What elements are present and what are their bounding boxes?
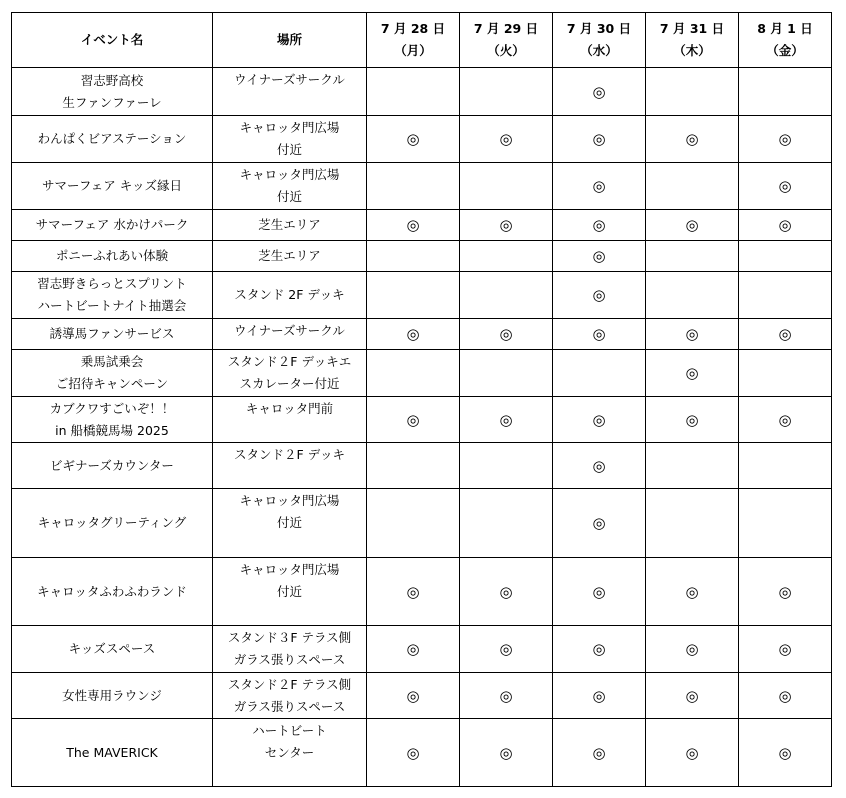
place-cell	[213, 319, 367, 350]
event-name-line: 習志野きらっとスプリント	[37, 276, 187, 291]
held-mark: ◎	[406, 130, 420, 148]
day-cell	[646, 719, 739, 787]
held-mark: ◎	[592, 456, 606, 475]
place-line: センター	[264, 745, 315, 760]
place-line: スタンド２F テラス側	[227, 677, 352, 692]
place-cell	[213, 210, 367, 241]
day-cell	[553, 673, 646, 719]
table-row	[12, 489, 832, 558]
day-cell	[367, 272, 460, 319]
day-cell	[367, 241, 460, 272]
place-line: キャロッタ門前	[245, 401, 334, 416]
table-row	[12, 397, 832, 443]
day-cell	[460, 68, 553, 116]
event-name-cell	[12, 397, 213, 443]
held-mark: ◎	[778, 686, 792, 705]
table-row	[12, 558, 832, 626]
held-mark: ◎	[778, 216, 792, 234]
place-line: スカレーター付近	[239, 376, 340, 391]
held-mark: ◎	[406, 216, 420, 234]
held-mark: ◎	[592, 410, 606, 429]
table-row	[12, 116, 832, 163]
place-line: スタンド３F テラス側	[227, 630, 352, 645]
held-mark: ◎	[778, 743, 792, 762]
place-line: 芝生エリア	[258, 217, 321, 232]
day-cell	[460, 626, 553, 673]
place-cell	[213, 719, 367, 787]
held-mark: ◎	[499, 640, 513, 658]
table-row	[12, 626, 832, 673]
day-cell	[460, 272, 553, 319]
day-cell	[553, 68, 646, 116]
event-name-line: 女性専用ラウンジ	[62, 687, 162, 703]
place-line: ガラス張りスペース	[233, 699, 346, 714]
held-mark: ◎	[592, 177, 606, 195]
day-cell	[553, 319, 646, 350]
held-mark: ◎	[685, 582, 699, 601]
day-cell	[460, 673, 553, 719]
day-cell	[367, 558, 460, 626]
place-cell	[213, 626, 367, 673]
day-cell	[460, 397, 553, 443]
held-mark: ◎	[499, 130, 513, 148]
event-name-cell	[12, 350, 213, 397]
header-day-date: 7 月 31 日	[659, 21, 725, 36]
held-mark: ◎	[685, 410, 699, 429]
day-cell	[646, 350, 739, 397]
day-cell	[739, 558, 832, 626]
header-day-weekday: （月）	[394, 43, 432, 58]
held-mark: ◎	[778, 177, 792, 195]
place-line: キャロッタ門広場	[239, 493, 340, 508]
day-cell	[739, 272, 832, 319]
place-line: スタンド２F デッキ	[234, 447, 345, 462]
event-name-line: ご招待キャンペーン	[55, 376, 169, 391]
day-cell	[367, 163, 460, 210]
place-line: ウイナーズサークル	[234, 72, 345, 87]
day-cell	[739, 210, 832, 241]
held-mark: ◎	[592, 640, 606, 658]
held-mark: ◎	[685, 686, 699, 705]
place-cell	[213, 116, 367, 163]
header-day-date: 7 月 28 日	[380, 21, 446, 36]
table-row	[12, 319, 832, 350]
day-cell	[646, 397, 739, 443]
day-cell	[646, 163, 739, 210]
header-day-4	[646, 13, 739, 68]
day-cell	[460, 210, 553, 241]
place-cell	[213, 443, 367, 489]
place-cell	[213, 163, 367, 210]
held-mark: ◎	[778, 410, 792, 429]
day-cell	[367, 68, 460, 116]
event-name-cell	[12, 443, 213, 489]
event-name-cell	[12, 673, 213, 719]
held-mark: ◎	[685, 216, 699, 234]
header-day-date: 7 月 30 日	[566, 21, 632, 36]
place-cell	[213, 272, 367, 319]
day-cell	[646, 210, 739, 241]
event-name-line: The MAVERICK	[66, 744, 158, 760]
header-event-name: イベント名	[12, 13, 213, 68]
held-mark: ◎	[499, 410, 513, 429]
table-row	[12, 68, 832, 116]
held-mark: ◎	[685, 325, 699, 343]
table-row	[12, 163, 832, 210]
day-cell	[460, 558, 553, 626]
day-cell	[739, 673, 832, 719]
place-line: キャロッタ門広場	[239, 562, 340, 577]
event-name-line: 生ファンファーレ	[62, 94, 162, 110]
day-cell	[739, 489, 832, 558]
day-cell	[646, 489, 739, 558]
day-cell	[553, 163, 646, 210]
event-name-line: in 船橋競馬場 2025	[55, 422, 169, 438]
day-cell	[646, 116, 739, 163]
place-cell	[213, 350, 367, 397]
event-schedule-table	[11, 12, 832, 787]
table-row	[12, 719, 832, 787]
event-name-line: ポニーふれあい体験	[55, 248, 169, 263]
day-cell	[553, 558, 646, 626]
held-mark: ◎	[778, 640, 792, 658]
event-name-cell	[12, 241, 213, 272]
day-cell	[646, 68, 739, 116]
held-mark: ◎	[685, 364, 699, 382]
event-name-line: ハートビートナイト抽選会	[37, 298, 187, 313]
header-day-1	[367, 13, 460, 68]
held-mark: ◎	[499, 216, 513, 234]
held-mark: ◎	[406, 640, 420, 658]
event-name-cell	[12, 272, 213, 319]
header-day-weekday: （水）	[580, 43, 618, 58]
day-cell	[646, 319, 739, 350]
header-day-weekday: （木）	[673, 43, 711, 58]
day-cell	[739, 163, 832, 210]
event-name-cell	[12, 558, 213, 626]
event-name-cell	[12, 626, 213, 673]
day-cell	[553, 272, 646, 319]
place-line: 付近	[276, 584, 302, 599]
table-row	[12, 272, 832, 319]
day-cell	[739, 116, 832, 163]
day-cell	[553, 350, 646, 397]
event-name-cell	[12, 719, 213, 787]
day-cell	[739, 68, 832, 116]
held-mark: ◎	[592, 686, 606, 705]
day-cell	[367, 489, 460, 558]
day-cell	[367, 673, 460, 719]
day-cell	[553, 443, 646, 489]
day-cell	[739, 397, 832, 443]
place-cell	[213, 673, 367, 719]
place-line: ハートビート	[252, 723, 327, 738]
held-mark: ◎	[499, 325, 513, 343]
held-mark: ◎	[592, 286, 606, 304]
event-name-cell	[12, 68, 213, 116]
held-mark: ◎	[592, 325, 606, 343]
held-mark: ◎	[499, 743, 513, 762]
table-row	[12, 443, 832, 489]
held-mark: ◎	[685, 130, 699, 148]
header-day-3	[553, 13, 646, 68]
event-name-cell	[12, 116, 213, 163]
place-line: 付近	[276, 142, 302, 157]
place-line: スタンド２F デッキエ	[227, 354, 352, 369]
header-place: 場所	[213, 13, 367, 68]
table-row	[12, 241, 832, 272]
event-name-cell	[12, 319, 213, 350]
table-row	[12, 673, 832, 719]
day-cell	[553, 489, 646, 558]
header-day-2	[460, 13, 553, 68]
held-mark: ◎	[778, 582, 792, 601]
event-name-line: わんぱくビアステーション	[37, 131, 187, 146]
held-mark: ◎	[406, 325, 420, 343]
header-day-weekday: （火）	[487, 43, 525, 58]
held-mark: ◎	[406, 686, 420, 705]
held-mark: ◎	[406, 410, 420, 429]
place-line: 付近	[276, 515, 302, 530]
event-name-line: キャロッタふわふわランド	[37, 583, 187, 599]
event-name-line: キャロッタグリーティング	[37, 515, 187, 530]
day-cell	[646, 272, 739, 319]
day-cell	[739, 626, 832, 673]
schedule-body	[12, 68, 832, 787]
header-day-5	[739, 13, 832, 68]
header-day-date: 7 月 29 日	[473, 21, 539, 36]
place-line: スタンド 2F デッキ	[234, 287, 345, 302]
event-name-line: 誘導馬ファンサービス	[49, 326, 175, 341]
day-cell	[460, 319, 553, 350]
header-row	[12, 13, 832, 68]
held-mark: ◎	[778, 130, 792, 148]
place-cell	[213, 558, 367, 626]
day-cell	[739, 719, 832, 787]
day-cell	[367, 350, 460, 397]
held-mark: ◎	[778, 325, 792, 343]
day-cell	[460, 443, 553, 489]
place-cell	[213, 489, 367, 558]
event-name-line: 乗馬試乗会	[80, 354, 144, 369]
held-mark: ◎	[592, 743, 606, 762]
event-name-line: サマーフェア キッズ縁日	[42, 178, 182, 193]
header-day-date: 8 月 1 日	[757, 21, 813, 36]
event-name-cell	[12, 489, 213, 558]
place-line: ウイナーズサークル	[234, 323, 345, 338]
place-line: キャロッタ門広場	[239, 120, 340, 135]
day-cell	[646, 673, 739, 719]
day-cell	[553, 210, 646, 241]
event-name-line: キッズスペース	[68, 641, 156, 656]
held-mark: ◎	[592, 216, 606, 234]
place-line: 芝生エリア	[258, 248, 321, 263]
place-cell	[213, 68, 367, 116]
day-cell	[646, 626, 739, 673]
day-cell	[367, 626, 460, 673]
day-cell	[460, 719, 553, 787]
day-cell	[460, 350, 553, 397]
day-cell	[367, 319, 460, 350]
held-mark: ◎	[592, 82, 606, 101]
header-day-weekday: （金）	[766, 43, 804, 58]
day-cell	[739, 319, 832, 350]
day-cell	[367, 210, 460, 241]
day-cell	[460, 116, 553, 163]
event-name-cell	[12, 210, 213, 241]
table-row	[12, 210, 832, 241]
event-name-line: カブクワすごいぞ！！	[49, 400, 175, 416]
day-cell	[646, 241, 739, 272]
day-cell	[460, 489, 553, 558]
day-cell	[739, 350, 832, 397]
place-cell	[213, 397, 367, 443]
held-mark: ◎	[406, 743, 420, 762]
day-cell	[553, 719, 646, 787]
day-cell	[367, 719, 460, 787]
held-mark: ◎	[499, 686, 513, 705]
held-mark: ◎	[592, 582, 606, 601]
day-cell	[553, 397, 646, 443]
day-cell	[553, 626, 646, 673]
day-cell	[739, 443, 832, 489]
table-row	[12, 350, 832, 397]
day-cell	[646, 558, 739, 626]
day-cell	[367, 397, 460, 443]
place-line: キャロッタ門広場	[239, 167, 340, 182]
place-cell	[213, 241, 367, 272]
held-mark: ◎	[685, 640, 699, 658]
held-mark: ◎	[499, 582, 513, 601]
day-cell	[646, 443, 739, 489]
event-name-line: ビギナーズカウンター	[50, 457, 174, 473]
held-mark: ◎	[592, 514, 606, 532]
day-cell	[460, 163, 553, 210]
day-cell	[739, 241, 832, 272]
held-mark: ◎	[592, 130, 606, 148]
day-cell	[367, 443, 460, 489]
day-cell	[553, 116, 646, 163]
event-name-cell	[12, 163, 213, 210]
place-line: 付近	[276, 189, 302, 204]
held-mark: ◎	[592, 247, 606, 265]
place-line: ガラス張りスペース	[233, 652, 346, 667]
event-name-line: 習志野高校	[80, 72, 144, 88]
held-mark: ◎	[406, 582, 420, 601]
event-name-line: サマーフェア 水かけパーク	[35, 217, 189, 232]
day-cell	[553, 241, 646, 272]
held-mark: ◎	[685, 743, 699, 762]
day-cell	[367, 116, 460, 163]
day-cell	[460, 241, 553, 272]
